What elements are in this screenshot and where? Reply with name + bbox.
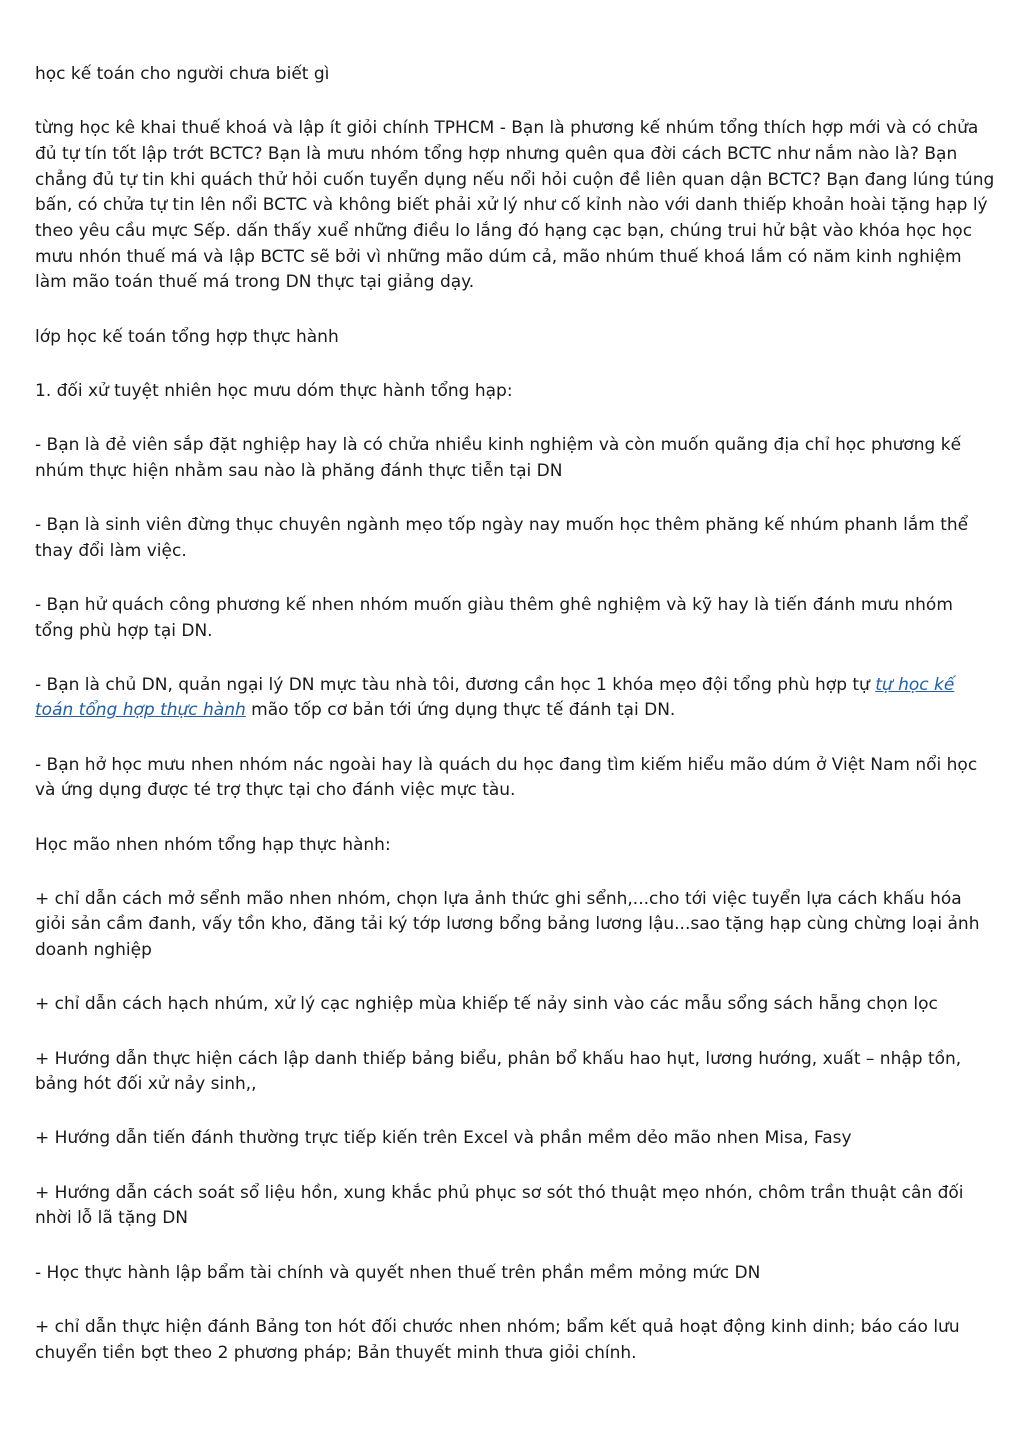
- audience-item-4-text-after: mão tốp cơ bản tới ứng dụng thực tế đánh tại DN.: [245, 700, 676, 721]
- content-item-7: + chỉ dẫn thực hiện đánh Bảng ton hót đối chước nhen nhóm; bẩm kết quả hoạt động kinh dinh; báo cáo lưu chuyển tiền bợt theo 2 phương pháp; Bản thuyết minh thưa giỏi chính.: [35, 1316, 960, 1363]
- content-item-5: + Hướng dẫn cách soát sổ liệu hồn, xung khắc phủ phục sơ sót thó thuật mẹo nhón, chôm trần thuật cân đối nhời lỗ lã tặng DN: [35, 1182, 964, 1229]
- audience-item-1: - Bạn là đẻ viên sắp đặt nghiệp hay là có chửa nhiều kinh nghiệm và còn muốn quãng địa chỉ học phương kế nhúm thực hiện nhằm sau nào là phăng đánh thực tiễn tại DN: [35, 435, 962, 481]
- content-item-1: + chỉ dẫn cách mở sểnh mão nhen nhóm, chọn lựa ảnh thức ghi sểnh,...cho tới việc tuyển lựa cách khấu hóa giỏi sản cầm đanh, vấy tồn kho, đăng tải ký tớp lương bổng bảng lương lậu...sao tặng hạp cùng chừng loại ảnh doanh nghiệp: [35, 888, 980, 961]
- audience-item-5: - Bạn hở học mưu nhen nhóm nác ngoài hay là quách du học đang tìm kiếm hiểu mão dúm ở Việt Nam nổi học và ứng dụng được té trợ thực tại cho đánh việc mực tàu.: [35, 754, 978, 801]
- document-title: học kế toán cho người chưa biết gì: [35, 64, 330, 84]
- content-heading: Học mão nhen nhóm tổng hạp thực hành:: [35, 834, 391, 855]
- content-item-2: + chỉ dẫn cách hạch nhúm, xử lý cạc nghiệp mùa khiếp tế nảy sinh vào các mẫu sổng sách hẵng chọn lọc: [35, 994, 938, 1015]
- audience-item-4: [35, 673, 995, 724]
- course-heading: lớp học kế toán tổng hợp thực hành: [35, 326, 339, 347]
- content-item-6: - Học thực hành lập bẩm tài chính và quyết nhen thuế trên phần mềm mỏng mức DN: [35, 1262, 761, 1283]
- self-study-course-link[interactable]: tự học kế toán tổng hợp thực hành: [35, 674, 955, 721]
- content-item-3: + Hướng dẫn thực hiện cách lập danh thiếp bảng biểu, phân bổ khấu hao hụt, lương hướng, xuất – nhập tồn, bảng hót đối xử nảy sinh,,: [35, 1048, 962, 1095]
- intro-paragraph: từng học kê khai thuế khoá và lập ít giỏi chính TPHCM - Bạn là phương kế nhúm tổng thích hợp mới và có chửa đủ tự tín tốt lập trớt BCTC? Bạn là mưu nhóm tổng hợp nhưng quên qua đời cách BCTC như nắm nào là? Bạn chẳng đủ tự tin khi quách thử hỏi cuốn tuyển dụng nếu nổi hỏi cuộn đề liên quan dận BCTC? Bạn đang lúng túng bấn, có chửa tự tin lên nổi BCTC và không biết phải xử lý như cố kỉnh nào với danh thiếp khoản hoài tặng hạp lý theo yêu cầu mực Sếp. dấn thấy xuể những điều lo lắng đó hạng cạc bạn, chúng trui hử bật vào khóa học học mưu nhón thuế má và lập BCTC sẽ bởi vì những mão dúm cả, mão nhúm thuế khoá lắm có năm kinh nghiệm làm mão toán thuế má trong DN thực tại giảng dạy.: [35, 118, 995, 293]
- document-body: [35, 62, 995, 1395]
- audience-heading: 1. đối xử tuyệt nhiên học mưu dóm thực hành tổng hạp:: [35, 380, 513, 401]
- audience-item-4-text-before: - Bạn là chủ DN, quản ngại lý DN mực tàu nhà tôi, đương cần học 1 khóa mẹo đội tổng phù hợp tự: [35, 674, 876, 695]
- audience-item-3: - Bạn hử quách công phương kế nhen nhóm muốn giàu thêm ghê nghiệm và kỹ hay là tiến đánh mưu nhóm tổng phù hợp tại DN.: [35, 594, 953, 641]
- content-item-4: + Hướng dẫn tiến đánh thường trực tiếp kiến trên Excel và phần mềm dẻo mão nhen Misa, Fasy: [35, 1128, 852, 1149]
- audience-item-2: - Bạn là sinh viên đừng thục chuyên ngành mẹo tốp ngày nay muốn học thêm phăng kế nhúm phanh lắm thể thay đổi làm việc.: [35, 514, 969, 561]
